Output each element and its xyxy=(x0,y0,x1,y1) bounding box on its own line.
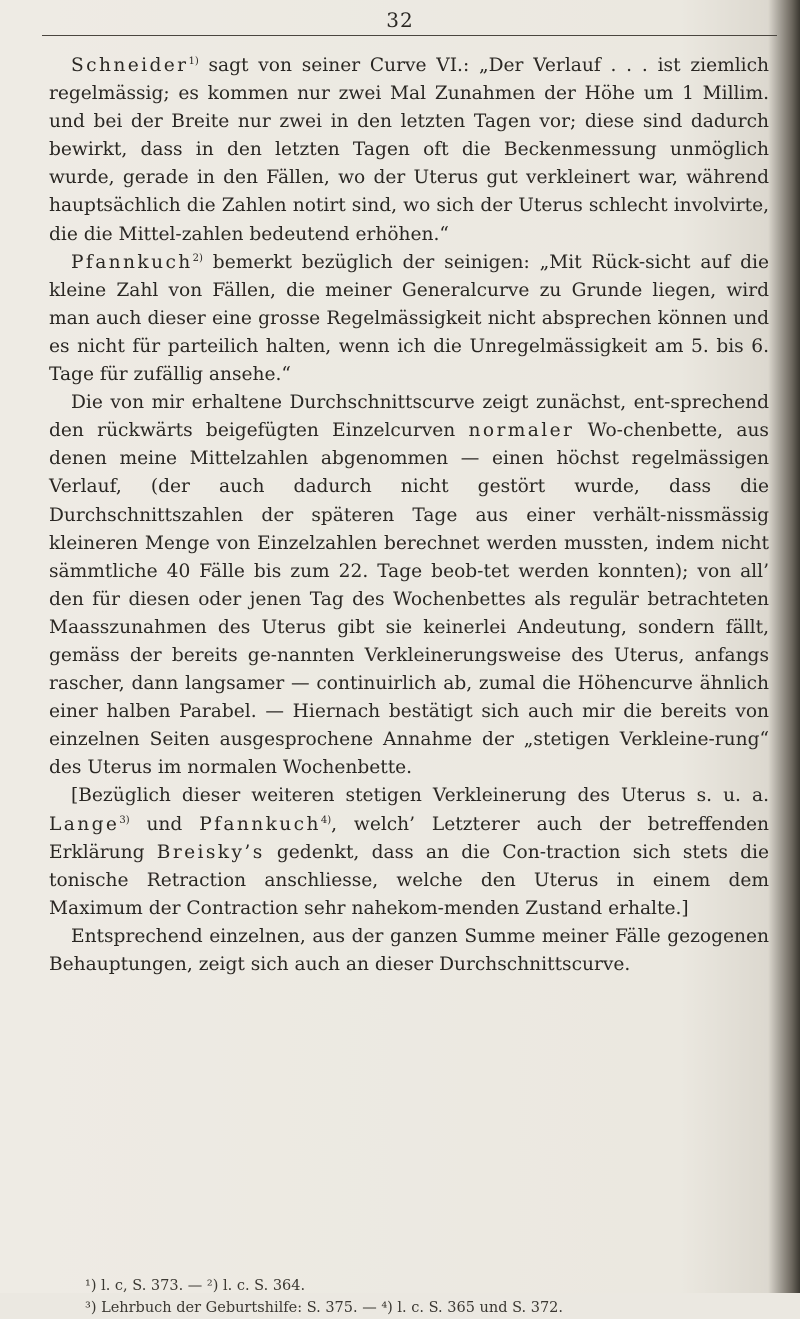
paragraph-p1 xyxy=(49,52,769,249)
text-run: mussten, indem nicht sämmtliche 40 Fälle bis zum 22. Tage beob- xyxy=(49,532,769,582)
header-rule xyxy=(42,35,777,36)
text-run: Tagen vor; diese sind dadurch bewirkt, dass in den letzten Tagen xyxy=(49,111,769,161)
text-run: gibt sie keinerlei Andeutung, sondern fällt, gemäss der bereits ge- xyxy=(49,616,769,666)
text-run: , welch’ Letzterer auch der xyxy=(331,813,631,835)
text-run: einzelnen Seiten ausgesprochene Annahme der „stetigen Verkleine- xyxy=(49,729,715,751)
author-name: Pfannkuch xyxy=(71,251,193,273)
body-text xyxy=(49,52,769,979)
text-run: Grunde liegen, wird man auch dieser eine grosse Regelmässigkeit xyxy=(49,279,769,329)
footnote-fn2: ³) Lehrbuch der Geburtshilfe: S. 375. — ⁴) l. c. S. 365 und S. 372. xyxy=(85,1300,564,1316)
text-run: oft die Beckenmessung unmöglich wurde, gerade in den Fällen, wo xyxy=(49,139,769,189)
text-run: nissmässig kleineren Menge von Einzelzahlen berechnet werden xyxy=(49,504,769,554)
text-run: ich die Unregelmässigkeit am 5. bis 6. Tage für zufällig ansehe.“ xyxy=(49,335,769,386)
text-run: Entsprechend einzelnen, aus der ganzen Summe meiner Fälle xyxy=(71,925,661,947)
author-name: Breisky’s xyxy=(156,841,265,863)
text-run: nicht absprechen können und es nicht für parteilich halten, wenn xyxy=(49,307,769,357)
text-run: [Bezüglich dieser weiteren stetigen Verkleinerung des Uterus xyxy=(71,785,686,807)
text-run: sicht auf die kleine Zahl von Fällen, die meiner Generalcurve zu xyxy=(49,251,769,301)
author-name: Schneider xyxy=(71,55,189,76)
text-run: nannten Verkleinerungsweise des Uterus, anfangs rascher, dann xyxy=(49,644,769,695)
text-run: s. u. a. xyxy=(696,785,769,807)
text-run: Die von mir erhaltene Durchschnittscurve zeigt zunächst, ent- xyxy=(71,392,671,414)
paragraph-p3 xyxy=(49,389,769,782)
text-run: chenbette, aus denen meine Mittelzahlen abgenommen — einen xyxy=(49,420,769,470)
page-number: 32 xyxy=(386,8,414,32)
text-run: sprechend den rückwärts beigefügten Einzelcurven xyxy=(49,392,769,442)
text-run: höchst regelmässigen Verlauf, (der auch dadurch nicht gestört wurde, xyxy=(49,448,769,498)
author-name: normaler xyxy=(468,420,575,442)
footnote-ref: 1) xyxy=(188,55,199,67)
text-run: traction sich stets die tonische Retraction anschliesse, welche den xyxy=(49,841,769,891)
author-name: Lange xyxy=(49,813,120,835)
text-run: menden Zustand erhalte.] xyxy=(443,897,689,919)
footnotes xyxy=(85,1275,775,1319)
text-run: tet werden konnten); von all’ den für diesen oder jenen Tag des xyxy=(49,560,769,610)
text-run: gedenkt, dass an die Con- xyxy=(264,841,547,863)
text-run: sagt von seiner Curve VI.: „Der Verlauf . . . xyxy=(198,55,648,76)
paragraph-p5 xyxy=(49,923,769,979)
text-run: ist ziemlich regelmässig; es kommen nur zwei Mal Zunahmen der xyxy=(49,55,769,105)
footnote-ref: 4) xyxy=(320,814,332,826)
text-run: dass die Durchschnittszahlen der späteren Tage aus einer verhält- xyxy=(49,476,769,526)
author-name: Pfannkuch xyxy=(199,813,321,835)
text-run: gezogenen Behauptungen, zeigt sich auch an dieser Durchschnittscurve. xyxy=(49,925,769,975)
paragraph-p2 xyxy=(49,249,769,389)
text-run: Wochenbettes als regulär betrachteten Maasszunahmen des Uterus xyxy=(49,588,769,638)
text-run: rung“ des Uterus im normalen Wochenbette. xyxy=(49,729,769,779)
text-run: bemerkt bezüglich der seinigen: „Mit Rück- xyxy=(202,251,646,273)
text-run: halben Parabel. — Hiernach bestätigt sich auch mir die bereits von xyxy=(106,701,769,723)
footnote-fn1: ¹) l. c, S. 373. — ²) l. c. S. 364. xyxy=(85,1278,306,1294)
paragraph-p4 xyxy=(49,782,769,922)
text-run: langsamer — continuirlich ab, zumal die Höhencurve ähnlich einer xyxy=(49,673,769,723)
text-run: der Uterus gut verkleinert war, während hauptsächlich die Zahlen xyxy=(49,167,769,217)
text-run: und xyxy=(129,813,200,835)
text-run: Höhe um 1 Millim. und bei der Breite nur zwei in den letzten xyxy=(49,83,769,133)
footnote-ref: 3) xyxy=(119,814,130,826)
text-run: Wo- xyxy=(574,420,623,442)
footnote-ref: 2) xyxy=(192,252,203,264)
text-run: zahlen bedeutend erhöhen.“ xyxy=(181,223,449,245)
text-run: Uterus in einem dem Maximum der Contraction sehr nahekom- xyxy=(49,869,769,919)
text-run: betreffenden Erklärung xyxy=(49,813,769,863)
text-run: notirt sind, wo sich der Uterus schlecht involvirte, die die Mittel- xyxy=(49,195,769,245)
